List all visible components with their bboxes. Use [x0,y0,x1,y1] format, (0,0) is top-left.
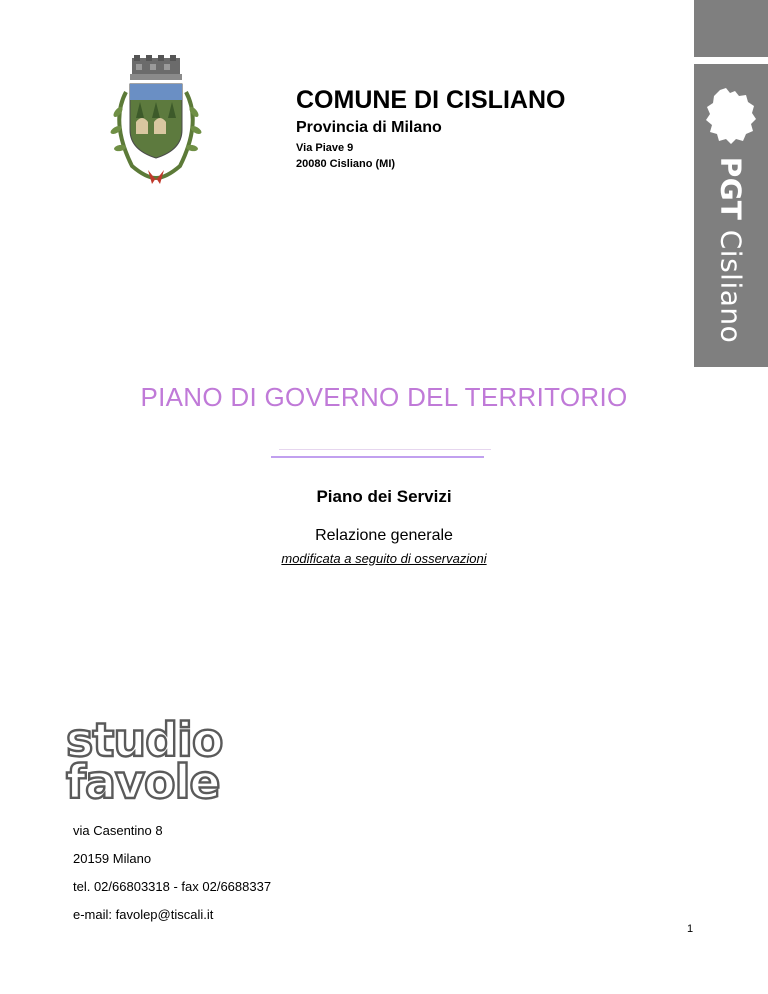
address-street: Via Piave 9 [296,142,354,154]
studio-phone: tel. 02/66803318 - fax 02/6688337 [73,879,272,894]
studio-city: 20159 Milano [73,851,152,866]
address-city: 20080 Cisliano (MI) [296,158,396,170]
studio-email: e-mail: favolep@tiscali.it [73,907,214,922]
document-note: modificata a seguito di osservazioni [281,551,487,566]
sidebar-label [715,157,748,344]
sidebar-top-block [694,0,768,57]
studio-logo [64,716,230,802]
title-divider [271,456,484,458]
sidebar-label-rest: Cisliano [714,220,748,344]
studio-street: via Casentino 8 [73,823,163,838]
document-subtitle: Piano dei Servizi [316,487,452,506]
title-divider-thin [279,449,491,450]
coat-of-arms-icon [96,52,216,188]
page-number: 1 [687,923,694,935]
document-main-title: PIANO DI GOVERNO DEL TERRITORIO [140,382,628,412]
logo-line-studio: studio [66,716,223,767]
province-name: Provincia di Milano [296,119,442,136]
municipality-title: COMUNE DI CISLIANO [296,86,566,114]
territory-map-icon [702,86,758,146]
sidebar-label-bold: PGT [714,156,748,221]
logo-line-favole: favole [66,755,220,802]
document-type: Relazione generale [315,527,453,544]
sidebar-banner [694,64,768,367]
